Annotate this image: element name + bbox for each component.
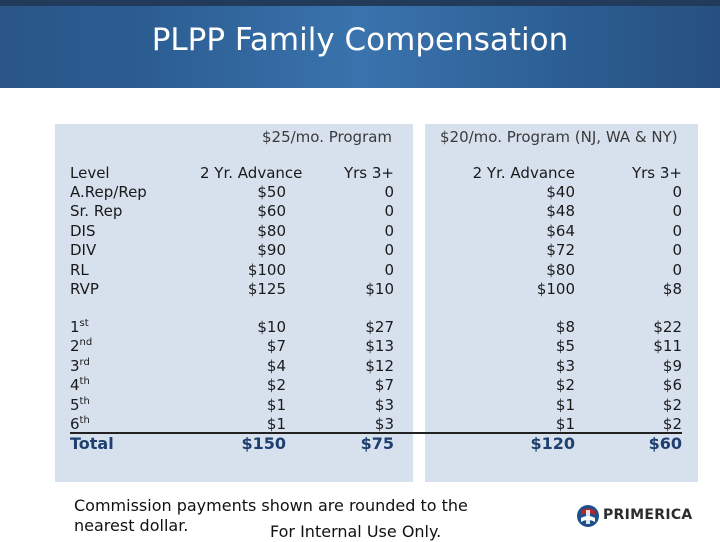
cell-yrs3-20: $11 (653, 337, 682, 356)
row-label-level: DIS (70, 221, 96, 240)
row-label-level: RL (70, 260, 89, 279)
cell-advance-25: $90 (257, 241, 286, 260)
column-header-advance-20: 2 Yr. Advance (472, 164, 575, 182)
cell-advance-20: $2 (555, 376, 575, 395)
cell-advance-25: $50 (257, 183, 286, 201)
title-banner (0, 0, 720, 88)
generation-number: 4 (70, 376, 80, 395)
cell-yrs3-20: $9 (662, 356, 682, 375)
cell-advance-25: $1 (266, 395, 286, 414)
row-label-level: Sr. Rep (70, 202, 123, 221)
column-header-advance-25: 2 Yr. Advance (200, 164, 303, 182)
cell-yrs3-25: 0 (384, 221, 394, 240)
cell-advance-25: $10 (257, 318, 286, 336)
cell-yrs3-20: $22 (653, 318, 682, 336)
cell-yrs3-25: 0 (384, 241, 394, 260)
total-label: Total (70, 434, 114, 453)
generation-suffix: st (79, 318, 89, 329)
primerica-logo (576, 500, 693, 532)
cell-advance-20: $64 (546, 221, 575, 240)
generation-number: 1 (70, 318, 80, 336)
row-label-generation (70, 396, 90, 415)
column-header-yrs3-25: Yrs 3+ (343, 164, 394, 182)
cell-advance-25: $2 (266, 376, 286, 395)
cell-advance-25: $100 (247, 260, 286, 279)
cell-advance-20: $100 (536, 280, 575, 298)
column-header-level: Level (70, 164, 110, 182)
banner-top-strip (0, 0, 720, 6)
cell-advance-20: $72 (546, 241, 575, 260)
cell-yrs3-25: $3 (374, 415, 394, 433)
cell-yrs3-25: $27 (365, 318, 394, 336)
row-label-level: DIV (70, 241, 97, 260)
cell-yrs3-20: $8 (662, 280, 682, 298)
cell-yrs3-25: $7 (374, 376, 394, 395)
cell-advance-20: $3 (555, 356, 575, 375)
cell-yrs3-25: $12 (365, 356, 394, 375)
cell-yrs3-25: 0 (384, 202, 394, 221)
column-header-yrs3-20: Yrs 3+ (631, 164, 682, 182)
row-label-generation (70, 357, 90, 376)
row-label-level: RVP (70, 280, 99, 298)
cell-yrs3-25: $10 (365, 280, 394, 298)
row-label-generation (70, 337, 92, 356)
cell-yrs3-25: $13 (365, 337, 394, 356)
cell-advance-20: $48 (546, 202, 575, 221)
cell-yrs3-20: $2 (662, 415, 682, 433)
cell-yrs3-20: 0 (672, 241, 682, 260)
cell-advance-20: $1 (555, 415, 575, 433)
cell-yrs3-20: 0 (672, 260, 682, 279)
cell-yrs3-25: $3 (374, 395, 394, 414)
generation-suffix: th (79, 376, 90, 388)
row-label-level: A.Rep/Rep (70, 183, 147, 201)
cell-yrs3-20: 0 (672, 202, 682, 221)
total-advance-25: $150 (241, 434, 286, 453)
logo-wordmark: PRIMERICA (603, 507, 693, 523)
cell-advance-25: $80 (257, 221, 286, 240)
internal-use-note: For Internal Use Only. (270, 522, 442, 541)
cell-yrs3-20: $2 (662, 395, 682, 414)
cell-advance-20: $40 (546, 183, 575, 201)
cell-yrs3-20: 0 (672, 221, 682, 240)
footnote-line-1: Commission payments shown are rounded to the (74, 496, 468, 515)
footnote-line-2: nearest dollar. (74, 516, 189, 535)
total-yrs3-25: $75 (360, 434, 394, 453)
cell-advance-20: $1 (555, 395, 575, 414)
cell-advance-25: $4 (266, 356, 286, 375)
cell-advance-25: $7 (266, 337, 286, 356)
program-20-heading: $20/mo. Program (NJ, WA & NY) (440, 128, 678, 146)
page-title: PLPP Family Compensation (151, 22, 569, 58)
cell-advance-25: $125 (247, 280, 286, 298)
generation-suffix: rd (79, 356, 90, 368)
generation-suffix: th (79, 395, 90, 407)
cell-advance-25: $60 (257, 202, 286, 221)
generation-suffix: th (79, 415, 90, 426)
generation-number: 2 (70, 337, 80, 356)
cell-yrs3-25: 0 (384, 183, 394, 201)
row-label-generation (70, 415, 90, 434)
total-advance-20: $120 (530, 434, 575, 453)
cell-yrs3-20: 0 (672, 183, 682, 201)
generation-number: 6 (70, 415, 80, 433)
total-yrs3-20: $60 (648, 434, 682, 453)
cell-yrs3-20: $6 (662, 376, 682, 395)
cell-advance-20: $8 (555, 318, 575, 336)
cell-advance-20: $80 (546, 260, 575, 279)
generation-number: 5 (70, 395, 80, 414)
primerica-shield-icon (576, 503, 600, 529)
cell-advance-20: $5 (555, 337, 575, 356)
row-label-generation (70, 376, 90, 395)
cell-yrs3-25: 0 (384, 260, 394, 279)
row-label-generation (70, 318, 89, 337)
program-25-heading: $25/mo. Program (262, 128, 393, 146)
generation-number: 3 (70, 356, 80, 375)
cell-advance-25: $1 (266, 415, 286, 433)
generation-suffix: nd (79, 337, 93, 349)
